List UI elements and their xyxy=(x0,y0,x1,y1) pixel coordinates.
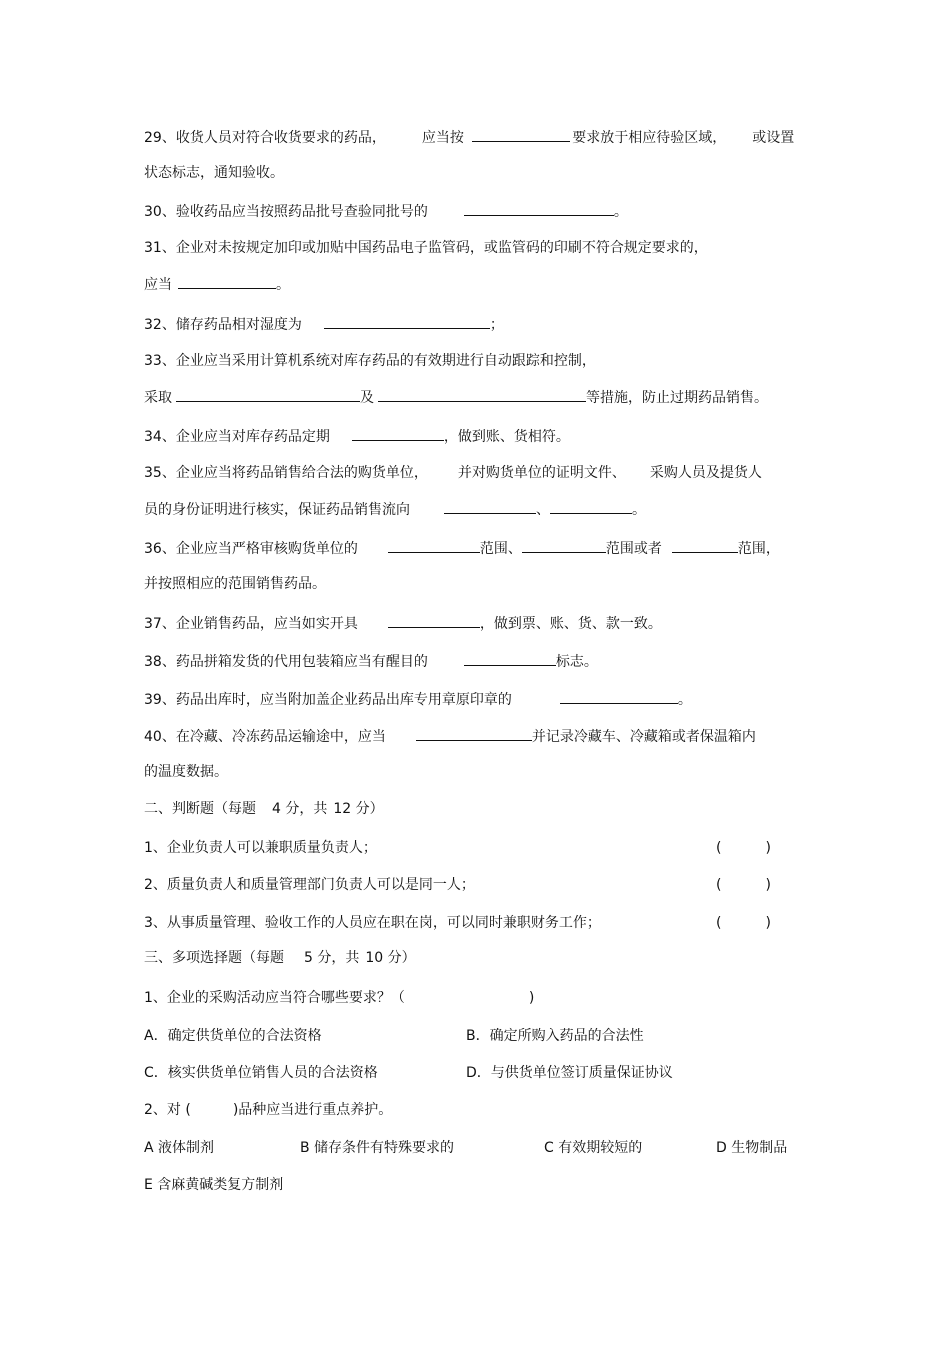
mc-q2-stem-2: )品种应当进行重点养护。 xyxy=(232,1102,393,1118)
section-2-title: 二、判断题（每题 xyxy=(144,801,256,817)
question-38 xyxy=(144,651,598,672)
q34-text-2: ，做到账、货相符。 xyxy=(443,429,570,445)
q39-text-2: 。 xyxy=(677,692,692,708)
q30-blank[interactable] xyxy=(464,201,614,216)
section-2-score: 4 分，共 xyxy=(272,801,328,817)
q33-text-2: 采取 xyxy=(144,390,172,406)
q36-blank-3[interactable] xyxy=(672,538,738,553)
q32-text: 32、储存药品相对湿度为 xyxy=(144,317,302,333)
q40-text-2: 并记录冷藏车、冷藏箱或者保温箱内 xyxy=(531,729,756,745)
q36-text: 36、企业应当严格审核购货单位的 xyxy=(144,541,358,557)
q29-text-4: 或设置 xyxy=(752,130,795,146)
judge-answer-1[interactable] xyxy=(716,838,771,858)
judge-item-2 xyxy=(144,875,475,895)
close-paren: ) xyxy=(765,915,771,931)
q39-text: 39、药品出库时，应当附加盖企业药品出库专用章原印章的 xyxy=(144,692,512,708)
q33-blank-1[interactable] xyxy=(176,387,360,402)
question-40 xyxy=(144,726,756,747)
q35-text-3: 采购人员及提货人 xyxy=(649,465,762,481)
question-33-cont xyxy=(144,387,768,408)
judge-item-2-text: 2、质量负责人和质量管理部门负责人可以是同一人； xyxy=(144,877,475,893)
q31-blank[interactable] xyxy=(178,274,276,289)
question-36-cont xyxy=(144,574,326,594)
q37-blank[interactable] xyxy=(388,613,480,628)
q29-text-2: 应当按 xyxy=(421,130,464,146)
q31-text: 31、企业对未按规定加印或加贴中国药品电子监管码，或监管码的印刷不符合规定要求的， xyxy=(144,240,708,256)
q40-text: 40、在冷藏、冷冻药品运输途中，应当 xyxy=(144,729,386,745)
judge-answer-2[interactable] xyxy=(716,875,771,895)
question-40-cont xyxy=(144,762,228,782)
question-35 xyxy=(144,463,762,483)
section-3-total: 10 分） xyxy=(365,950,416,966)
q38-blank[interactable] xyxy=(464,651,556,666)
q40-blank[interactable] xyxy=(416,726,532,741)
q29-text-5: 状态标志，通知验收。 xyxy=(144,165,284,181)
q32-blank[interactable] xyxy=(324,314,490,329)
question-35-cont xyxy=(144,499,646,520)
open-paren: ( xyxy=(716,877,722,893)
q33-text-4: 等措施，防止过期药品销售。 xyxy=(586,390,768,406)
mc-q1-option-a[interactable]: A．确定供货单位的合法资格 xyxy=(144,1028,322,1044)
mc-q2-option-b[interactable]: B 储存条件有特殊要求的 xyxy=(300,1140,455,1156)
q34-text: 34、企业应当对库存药品定期 xyxy=(144,429,330,445)
q36-text-4: 范围， xyxy=(737,541,780,557)
section-3-heading xyxy=(144,948,416,968)
q29-text: 29、收货人员对符合收货要求的药品， xyxy=(144,130,386,146)
section-2-heading xyxy=(144,799,384,819)
q35-text-4: 员的身份证明进行核实，保证药品销售流向 xyxy=(144,502,410,518)
q33-blank-2[interactable] xyxy=(378,387,586,402)
q35-text-2: 并对购货单位的证明文件、 xyxy=(457,465,626,481)
open-paren: ( xyxy=(716,840,722,856)
q37-text-2: ，做到票、账、货、款一致。 xyxy=(479,616,662,632)
q31-text-2: 应当 xyxy=(144,277,172,293)
open-paren: ( xyxy=(716,915,722,931)
q36-text-5: 并按照相应的范围销售药品。 xyxy=(144,576,326,592)
question-39 xyxy=(144,689,692,710)
q35-text-6: 。 xyxy=(632,502,646,518)
q35-text: 35、企业应当将药品销售给合法的购货单位， xyxy=(144,465,428,481)
question-30 xyxy=(144,201,628,222)
mc-q1-option-b[interactable]: B．确定所购入药品的合法性 xyxy=(466,1028,644,1044)
q30-text: 30、验收药品应当按照药品批号查验同批号的 xyxy=(144,204,428,220)
q36-text-3: 范围或者 xyxy=(605,541,662,557)
question-29 xyxy=(144,127,794,148)
mc-q2-stem: 2、对 ( xyxy=(144,1102,191,1118)
section-3-score: 5 分，共 xyxy=(304,950,360,966)
q29-text-3: 要求放于相应待验区域， xyxy=(572,130,727,146)
judge-item-1 xyxy=(144,838,377,858)
section-2-total: 12 分） xyxy=(333,801,384,817)
q35-blank-2[interactable] xyxy=(550,499,632,514)
question-31 xyxy=(144,238,708,258)
q33-text: 33、企业应当采用计算机系统对库存药品的有效期进行自动跟踪和控制， xyxy=(144,353,596,369)
q31-text-3: 。 xyxy=(276,277,290,293)
q38-text: 38、药品拼箱发货的代用包装箱应当有醒目的 xyxy=(144,654,428,670)
question-32 xyxy=(144,314,504,335)
q33-text-3: 及 xyxy=(360,390,374,406)
mc-q1-option-c[interactable]: C．核实供货单位销售人员的合法资格 xyxy=(144,1065,378,1081)
q30-text-2: 。 xyxy=(613,204,628,220)
mc-question-1 xyxy=(144,988,534,1008)
q40-text-3: 的温度数据。 xyxy=(144,764,228,780)
q34-blank[interactable] xyxy=(352,426,444,441)
question-33 xyxy=(144,351,596,371)
q35-blank-1[interactable] xyxy=(444,499,536,514)
q39-blank[interactable] xyxy=(560,689,678,704)
judge-item-3 xyxy=(144,913,601,933)
q35-text-5: 、 xyxy=(536,502,550,518)
mc-q2-option-e[interactable]: E 含麻黄碱类复方制剂 xyxy=(144,1177,284,1193)
mc-q2-option-d[interactable]: D 生物制品 xyxy=(716,1140,788,1156)
q38-text-2: 标志。 xyxy=(555,654,598,670)
q36-blank-1[interactable] xyxy=(388,538,480,553)
question-34 xyxy=(144,426,570,447)
close-paren: ) xyxy=(765,840,771,856)
q36-blank-2[interactable] xyxy=(522,538,606,553)
judge-item-1-text: 1、企业负责人可以兼职质量负责人； xyxy=(144,840,377,856)
judge-answer-3[interactable] xyxy=(716,913,771,933)
question-31-cont xyxy=(144,274,290,295)
q37-text: 37、企业销售药品，应当如实开具 xyxy=(144,616,358,632)
close-paren: ) xyxy=(765,877,771,893)
section-3-title: 三、多项选择题（每题 xyxy=(144,950,284,966)
mc-q2-option-a[interactable]: A 液体制剂 xyxy=(144,1140,215,1156)
mc-q1-close-paren: ) xyxy=(528,990,535,1006)
mc-question-2 xyxy=(144,1100,392,1120)
mc-q2-option-c[interactable]: C 有效期较短的 xyxy=(544,1140,643,1156)
q36-text-2: 范围、 xyxy=(479,541,522,557)
mc-q1-option-d[interactable]: D．与供货单位签订质量保证协议 xyxy=(466,1065,673,1081)
question-37 xyxy=(144,613,662,634)
q29-blank[interactable] xyxy=(472,127,570,142)
mc-q1-stem: 1、企业的采购活动应当符合哪些要求？（ xyxy=(144,990,405,1006)
q32-text-2: ； xyxy=(489,317,504,333)
judge-item-3-text: 3、从事质量管理、验收工作的人员应在职在岗，可以同时兼职财务工作； xyxy=(144,915,601,931)
question-29-cont xyxy=(144,163,284,183)
question-36 xyxy=(144,538,780,559)
